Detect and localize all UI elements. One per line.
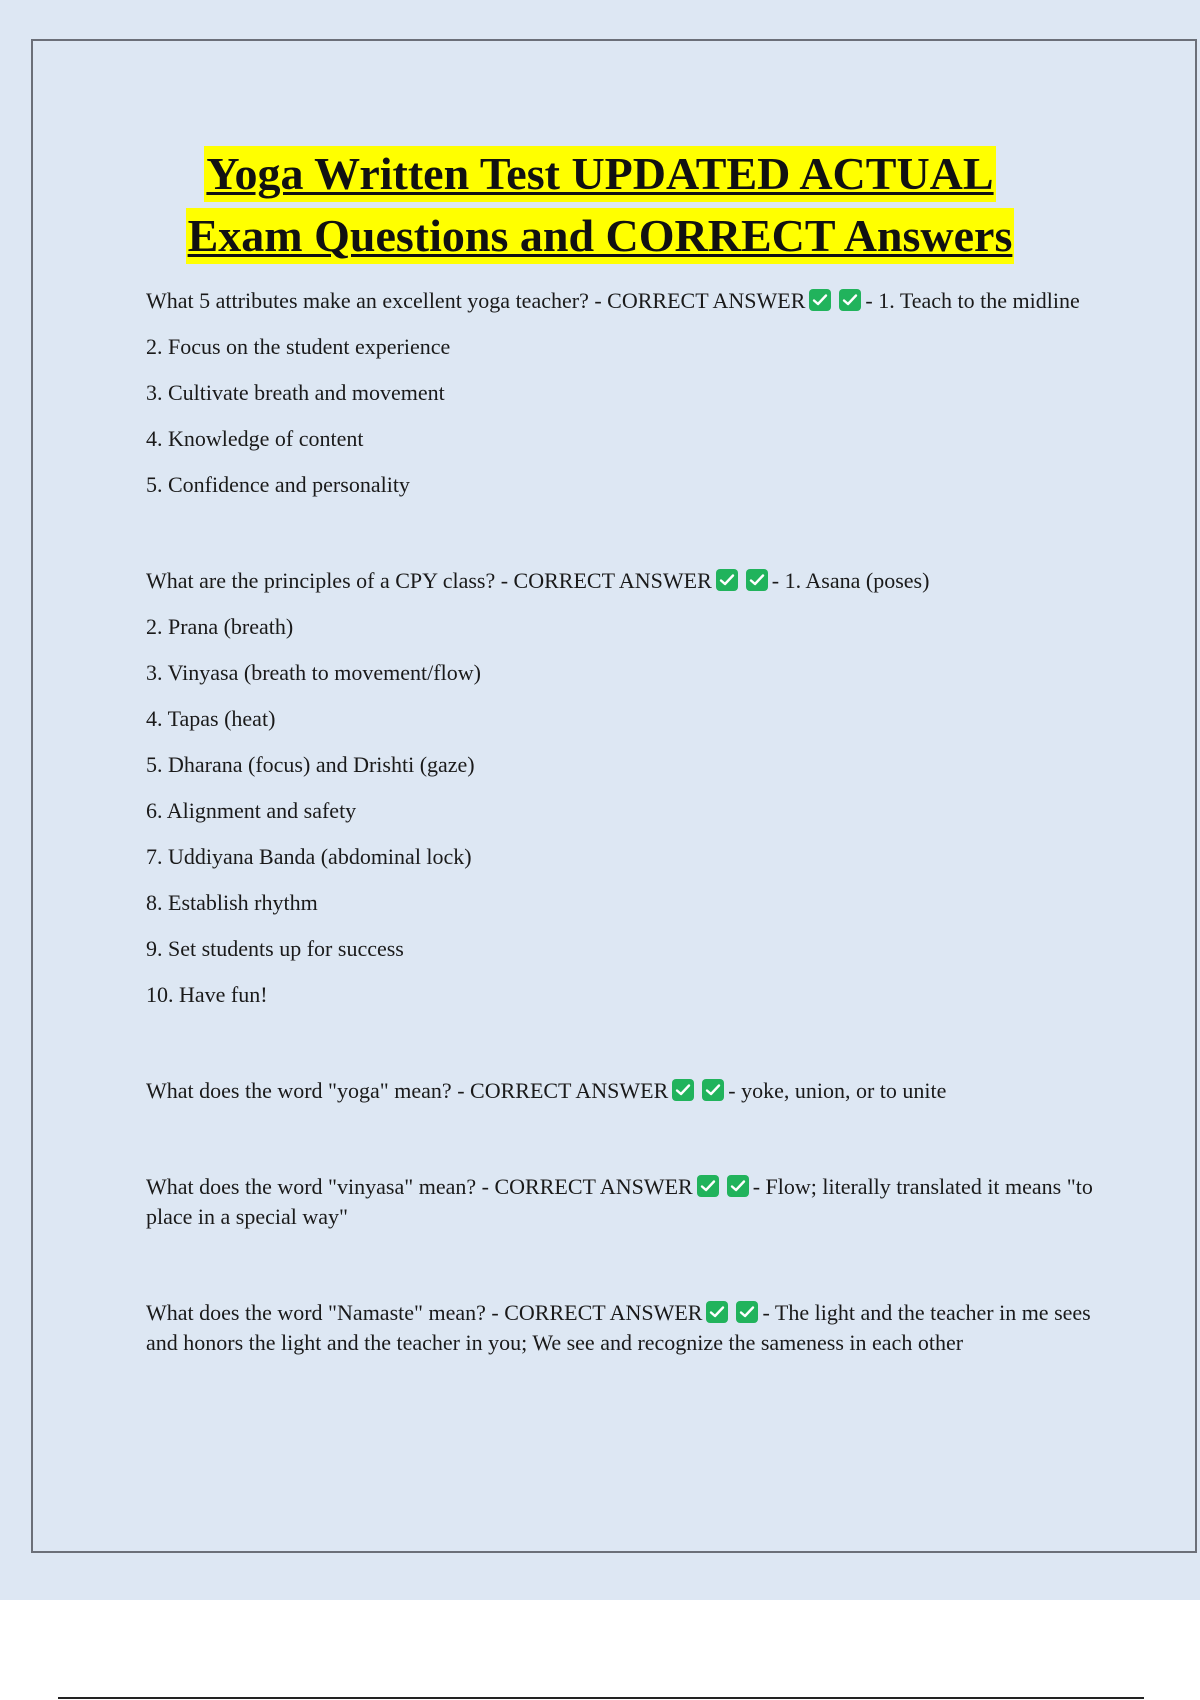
question-line	[146, 1298, 1096, 1358]
answer-marker: - CORRECT ANSWER	[481, 1174, 693, 1199]
answer-text: - Flow; literally translated it means "to place in a special way"	[146, 1174, 1093, 1229]
check-box-icon	[809, 289, 831, 311]
answer-item: 5. Dharana (focus) and Drishti (gaze)	[146, 752, 475, 777]
qa-block	[146, 1298, 1096, 1358]
qa-block	[146, 1172, 1096, 1232]
question-text: What 5 attributes make an excellent yoga teacher?	[146, 288, 589, 313]
answer-item: 10. Have fun!	[146, 982, 268, 1007]
answer-item: 2. Focus on the student experience	[146, 334, 451, 359]
answer-item: 9. Set students up for success	[146, 936, 404, 961]
question-text: What does the word "vinyasa" mean?	[146, 1174, 477, 1199]
check-box-icon	[746, 569, 768, 591]
qa-block	[146, 1076, 1096, 1106]
question-line	[146, 286, 1096, 316]
answer-item: 4. Knowledge of content	[146, 426, 364, 451]
answer-text: - The light and the teacher in me sees and honors the light and the teacher in you; We see and recognize the sameness in each other	[146, 1300, 1091, 1355]
question-line	[146, 1076, 1096, 1106]
answer-text: - 1. Asana (poses)	[771, 568, 930, 593]
question-line	[146, 566, 1096, 596]
answer-text: - 1. Teach to the midline	[865, 288, 1080, 313]
page-divider	[58, 1697, 1144, 1699]
answer-item: 2. Prana (breath)	[146, 614, 294, 639]
check-box-icon	[697, 1175, 719, 1197]
title-line-1: Yoga Written Test UPDATED ACTUAL	[204, 146, 995, 202]
answer-item: 3. Cultivate breath and movement	[146, 380, 445, 405]
qa-block	[146, 286, 1096, 500]
check-box-icon	[839, 289, 861, 311]
answer-item: 6. Alignment and safety	[146, 798, 357, 823]
answer-text: - yoke, union, or to unite	[728, 1078, 947, 1103]
question-line	[146, 1172, 1096, 1232]
answer-marker: - CORRECT ANSWER	[457, 1078, 669, 1103]
question-text: What does the word "Namaste" mean?	[146, 1300, 486, 1325]
answer-item: 8. Establish rhythm	[146, 890, 318, 915]
answer-marker: - CORRECT ANSWER	[500, 568, 712, 593]
question-text: What does the word "yoga" mean?	[146, 1078, 452, 1103]
question-text: What are the principles of a CPY class?	[146, 568, 496, 593]
answer-marker: - CORRECT ANSWER	[594, 288, 806, 313]
check-box-icon	[702, 1079, 724, 1101]
qa-block	[146, 566, 1096, 1010]
check-box-icon	[706, 1301, 728, 1323]
answer-item: 4. Tapas (heat)	[146, 706, 276, 731]
answer-item: 3. Vinyasa (breath to movement/flow)	[146, 660, 481, 685]
qa-content	[146, 286, 1096, 1374]
check-box-icon	[672, 1079, 694, 1101]
check-box-icon	[716, 569, 738, 591]
answer-item: 7. Uddiyana Banda (abdominal lock)	[146, 844, 472, 869]
check-box-icon	[727, 1175, 749, 1197]
answer-marker: - CORRECT ANSWER	[491, 1300, 703, 1325]
title-line-2: Exam Questions and CORRECT Answers	[186, 208, 1015, 264]
check-box-icon	[736, 1301, 758, 1323]
answer-item: 5. Confidence and personality	[146, 472, 410, 497]
document-title	[0, 146, 1200, 270]
